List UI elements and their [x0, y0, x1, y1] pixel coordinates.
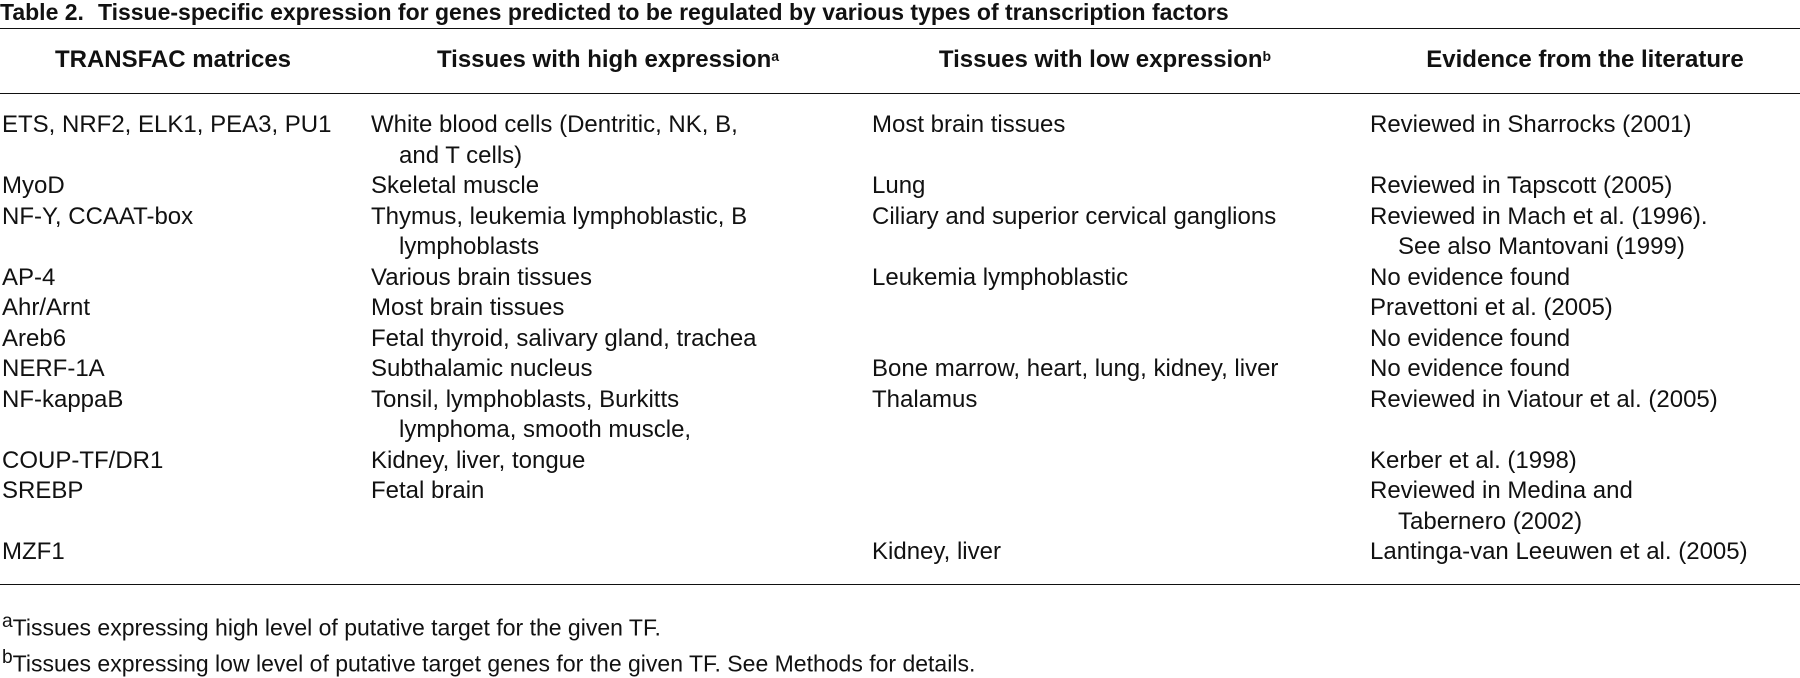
- table-body: [0, 110, 1800, 568]
- cell-continuation-line: and T cells): [399, 141, 523, 169]
- cell-low-expression: [872, 263, 1128, 294]
- cell-high-expression: [371, 171, 539, 202]
- table-label: Table 2.: [0, 0, 84, 25]
- cell-tf: [2, 324, 66, 355]
- cell-tf: [2, 110, 331, 141]
- cell-tf: [2, 476, 83, 507]
- cell-high-expression: [371, 476, 484, 507]
- cell-line: Pravettoni et al. (2005): [1370, 294, 1613, 321]
- cell-line: MZF1: [2, 538, 65, 565]
- cell-low-expression: [872, 202, 1276, 233]
- cell-tf: [2, 202, 193, 233]
- cell-line: Lung: [872, 172, 926, 199]
- footnote-a: $^a$Tissues expressing high level of putative target for the given TF.: [2, 611, 661, 641]
- table-row: [0, 202, 1800, 263]
- footnote-marker-b: b: [1262, 48, 1272, 64]
- cell-low-expression: [872, 171, 925, 202]
- cell-evidence: [1370, 446, 1577, 477]
- header-rule: [0, 93, 1800, 94]
- cell-continuation-line: lymphoblasts: [399, 233, 540, 260]
- table-row: [0, 385, 1800, 446]
- cell-line: Kerber et al. (1998): [1370, 446, 1577, 474]
- cell-line: Various brain tissues: [371, 263, 592, 291]
- cell-line: Kidney, liver: [872, 538, 1001, 565]
- table-row: [0, 293, 1800, 324]
- cell-line: Most brain tissues: [371, 294, 565, 321]
- cell-line: No evidence found: [1370, 355, 1571, 382]
- cell-line: Thalamus: [872, 385, 978, 413]
- cell-line: Areb6: [2, 324, 67, 352]
- cell-line: Reviewed in Medina and: [1370, 477, 1633, 504]
- table-footnotes: [2, 607, 975, 678]
- cell-line: MyoD: [2, 172, 65, 199]
- cell-line: Subthalamic nucleus: [371, 355, 593, 382]
- cell-evidence: [1370, 171, 1672, 202]
- header-transfac-matrices: TRANSFAC matrices: [54, 46, 292, 73]
- cell-line: Lantinga-van Leeuwen et al. (2005): [1370, 538, 1748, 565]
- table-caption: [0, 0, 1800, 28]
- cell-low-expression: [872, 354, 1278, 385]
- cell-high-expression: [371, 293, 564, 324]
- cell-line: Skeletal muscle: [371, 172, 540, 199]
- cell-evidence: [1370, 202, 1708, 263]
- table-header-row: [0, 44, 1800, 78]
- bottom-rule: [0, 584, 1800, 585]
- cell-evidence: [1370, 354, 1570, 385]
- cell-tf: [2, 263, 55, 294]
- cell-line: NERF-1A: [2, 355, 105, 382]
- cell-line: Reviewed in Sharrocks (2001): [1370, 111, 1692, 138]
- cell-line: Reviewed in Mach et al. (1996).: [1370, 202, 1708, 230]
- cell-line: Fetal brain: [371, 477, 485, 504]
- cell-low-expression: [872, 385, 977, 416]
- cell-line: AP-4: [2, 263, 56, 291]
- cell-evidence: [1370, 537, 1748, 568]
- table-row: [0, 537, 1800, 568]
- cell-evidence: [1370, 110, 1691, 141]
- table-row: [0, 324, 1800, 355]
- cell-evidence: [1370, 293, 1613, 324]
- cell-line: Ciliary and superior cervical ganglions: [872, 202, 1277, 230]
- cell-line: ETS, NRF2, ELK1, PEA3, PU1: [2, 111, 332, 138]
- cell-tf: [2, 385, 123, 416]
- cell-line: Leukemia lymphoblastic: [872, 263, 1129, 291]
- cell-high-expression: [371, 324, 757, 355]
- cell-line: Bone marrow, heart, lung, kidney, liver: [872, 355, 1279, 382]
- cell-evidence: [1370, 263, 1570, 294]
- cell-high-expression: [371, 385, 691, 446]
- cell-low-expression: [872, 110, 1065, 141]
- cell-high-expression: [371, 202, 747, 263]
- cell-tf: [2, 293, 90, 324]
- cell-line: White blood cells (Dentritic, NK, B,: [371, 111, 738, 138]
- table-row: [0, 476, 1800, 537]
- cell-line: Reviewed in Tapscott (2005): [1370, 172, 1673, 199]
- cell-line: No evidence found: [1370, 324, 1571, 352]
- cell-high-expression: [371, 263, 592, 294]
- header-low-expression: Tissues with low expression$^b$: [938, 46, 1272, 73]
- cell-continuation-line: See also Mantovani (1999): [1398, 233, 1685, 260]
- cell-evidence: [1370, 476, 1633, 537]
- cell-line: Reviewed in Viatour et al. (2005): [1370, 385, 1718, 413]
- cell-tf: [2, 537, 65, 568]
- footnote-marker-a: a: [771, 48, 780, 64]
- cell-line: NF-kappaB: [2, 385, 124, 413]
- top-rule: [0, 28, 1800, 29]
- footnote-b: $^b$Tissues expressing low level of putative target genes for the given TF. See Methods for details.: [2, 646, 976, 677]
- cell-tf: [2, 446, 163, 477]
- table-row: [0, 354, 1800, 385]
- cell-continuation-line: lymphoma, smooth muscle,: [399, 416, 692, 443]
- cell-line: NF-Y, CCAAT-box: [2, 202, 194, 230]
- table-row: [0, 446, 1800, 477]
- cell-continuation-line: Tabernero (2002): [1398, 507, 1583, 535]
- cell-tf: [2, 171, 65, 202]
- cell-line: Most brain tissues: [872, 111, 1066, 138]
- cell-line: SREBP: [2, 477, 84, 504]
- cell-line: Kidney, liver, tongue: [371, 446, 586, 474]
- table-row: [0, 171, 1800, 202]
- cell-line: No evidence found: [1370, 263, 1571, 291]
- table-row: [0, 263, 1800, 294]
- cell-line: COUP-TF/DR1: [2, 446, 164, 474]
- table-title: Tissue-specific expression for genes predicted to be regulated by various types of transcription factors: [97, 0, 1229, 25]
- cell-line: Tonsil, lymphoblasts, Burkitts: [371, 385, 680, 413]
- cell-line: Thymus, leukemia lymphoblastic, B: [371, 202, 748, 230]
- cell-high-expression: [371, 446, 585, 477]
- cell-high-expression: [371, 110, 738, 171]
- cell-tf: [2, 354, 105, 385]
- cell-evidence: [1370, 385, 1718, 416]
- cell-line: Fetal thyroid, salivary gland, trachea: [371, 324, 757, 352]
- header-evidence: Evidence from the literature: [1426, 46, 1744, 73]
- cell-low-expression: [872, 537, 1001, 568]
- header-high-expression: Tissues with high expression$^a$: [436, 46, 780, 73]
- table-row: [0, 110, 1800, 171]
- cell-evidence: [1370, 324, 1570, 355]
- cell-line: Ahr/Arnt: [2, 294, 91, 321]
- cell-high-expression: [371, 354, 592, 385]
